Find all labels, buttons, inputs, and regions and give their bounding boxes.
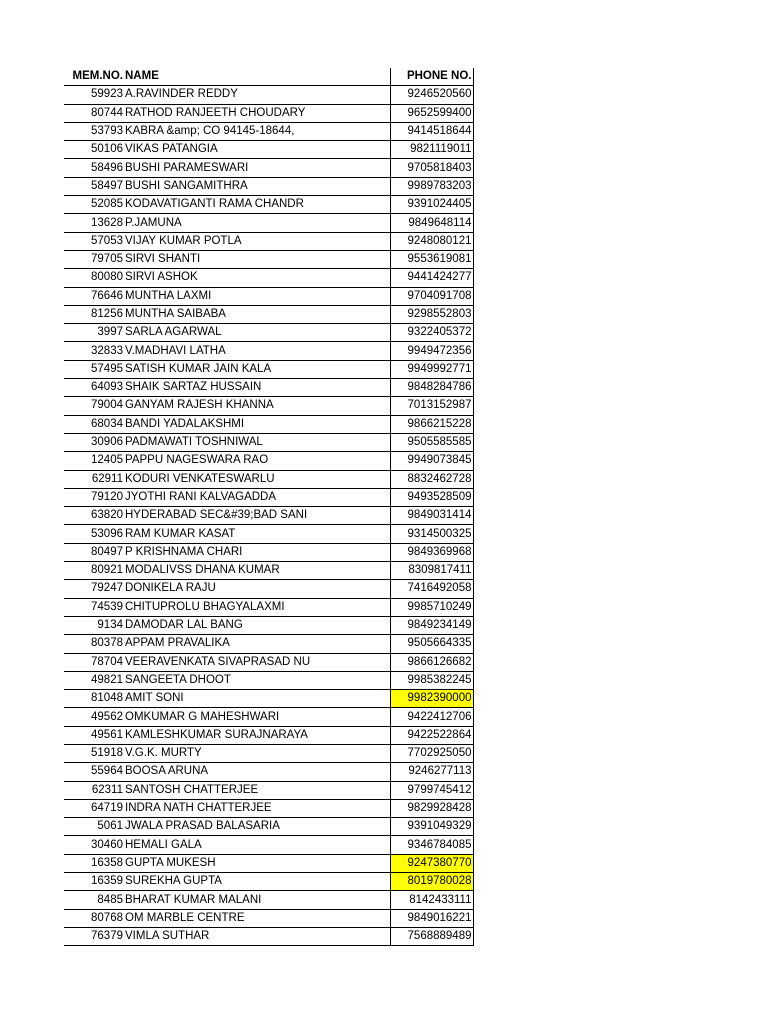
mem-no-cell[interactable]: 64719 — [64, 799, 124, 817]
name-cell[interactable]: KAMLESHKUMAR SURAJNARAYA — [124, 726, 390, 744]
phone-cell[interactable]: 9949073845 — [390, 452, 473, 470]
phone-cell[interactable]: 9298552803 — [390, 305, 473, 323]
table-row[interactable] — [64, 854, 473, 872]
table-row[interactable] — [64, 525, 473, 543]
phone-cell[interactable]: 9849648114 — [390, 214, 473, 232]
table-row[interactable] — [64, 250, 473, 268]
mem-no-cell[interactable]: 76646 — [64, 287, 124, 305]
name-cell[interactable]: MODALIVSS DHANA KUMAR — [124, 562, 390, 580]
mem-no-cell[interactable]: 30460 — [64, 836, 124, 854]
table-row[interactable] — [64, 927, 473, 945]
phone-cell[interactable]: 8832462728 — [390, 470, 473, 488]
phone-cell[interactable]: 9391024405 — [390, 196, 473, 214]
phone-cell[interactable]: 7568889489 — [390, 927, 473, 945]
table-row[interactable] — [64, 690, 473, 708]
mem-no-cell[interactable]: 59923 — [64, 86, 124, 104]
phone-cell[interactable]: 9849016221 — [390, 909, 473, 927]
table-row[interactable] — [64, 836, 473, 854]
phone-cell[interactable]: 9866215228 — [390, 415, 473, 433]
phone-cell[interactable]: 9849369968 — [390, 543, 473, 561]
mem-no-header: MEM.NO. — [64, 68, 124, 86]
name-cell[interactable]: JYOTHI RANI KALVAGADDA — [124, 488, 390, 506]
name-cell[interactable]: GANYAM RAJESH KHANNA — [124, 397, 390, 415]
name-cell[interactable]: P.JAMUNA — [124, 214, 390, 232]
name-cell[interactable]: RATHOD RANJEETH CHOUDARY — [124, 104, 390, 122]
table-row[interactable] — [64, 214, 473, 232]
phone-cell[interactable]: 8309817411 — [390, 562, 473, 580]
phone-cell[interactable]: 9652599400 — [390, 104, 473, 122]
mem-no-cell[interactable]: 81048 — [64, 690, 124, 708]
mem-no-cell[interactable]: 16359 — [64, 873, 124, 891]
name-cell[interactable]: DONIKELA RAJU — [124, 580, 390, 598]
name-cell[interactable]: VIMLA SUTHAR — [124, 927, 390, 945]
name-cell[interactable]: VEERAVENKATA SIVAPRASAD NU — [124, 653, 390, 671]
table-row[interactable] — [64, 415, 473, 433]
table-row[interactable] — [64, 763, 473, 781]
phone-cell[interactable]: 9346784085 — [390, 836, 473, 854]
phone-cell[interactable]: 9493528509 — [390, 488, 473, 506]
mem-no-cell[interactable]: 49821 — [64, 671, 124, 689]
phone-cell[interactable]: 9982390000 — [390, 690, 473, 708]
phone-cell[interactable]: 9799745412 — [390, 781, 473, 799]
mem-no-cell[interactable]: 80744 — [64, 104, 124, 122]
table-body — [64, 86, 473, 946]
phone-cell[interactable]: 9441424277 — [390, 269, 473, 287]
table-row[interactable] — [64, 397, 473, 415]
name-cell[interactable]: CHITUPROLU BHAGYALAXMI — [124, 598, 390, 616]
table-row[interactable] — [64, 196, 473, 214]
table-row[interactable] — [64, 452, 473, 470]
name-cell[interactable]: PAPPU NAGESWARA RAO — [124, 452, 390, 470]
phone-cell[interactable]: 9848284786 — [390, 379, 473, 397]
mem-no-cell[interactable]: 74539 — [64, 598, 124, 616]
name-cell[interactable]: MUNTHA LAXMI — [124, 287, 390, 305]
name-cell[interactable]: OMKUMAR G MAHESHWARI — [124, 708, 390, 726]
mem-no-cell[interactable]: 78704 — [64, 653, 124, 671]
mem-no-cell[interactable]: 80497 — [64, 543, 124, 561]
table-row[interactable] — [64, 635, 473, 653]
name-cell[interactable]: GUPTA MUKESH — [124, 854, 390, 872]
phone-cell[interactable]: 9246277113 — [390, 763, 473, 781]
phone-cell[interactable]: 9505664335 — [390, 635, 473, 653]
table-row[interactable] — [64, 708, 473, 726]
phone-cell[interactable]: 9866126682 — [390, 653, 473, 671]
table-row[interactable] — [64, 177, 473, 195]
table-row[interactable] — [64, 562, 473, 580]
table-row[interactable] — [64, 122, 473, 140]
phone-cell[interactable]: 9985382245 — [390, 671, 473, 689]
name-cell[interactable]: KODAVATIGANTI RAMA CHANDR — [124, 196, 390, 214]
name-cell[interactable]: BUSHI PARAMESWARI — [124, 159, 390, 177]
phone-cell[interactable]: 9849031414 — [390, 507, 473, 525]
mem-no-cell[interactable]: 57495 — [64, 360, 124, 378]
table-row[interactable] — [64, 159, 473, 177]
name-cell[interactable]: BHARAT KUMAR MALANI — [124, 891, 390, 909]
table-row[interactable] — [64, 909, 473, 927]
name-cell[interactable]: BOOSA ARUNA — [124, 763, 390, 781]
name-cell[interactable]: PADMAWATI TOSHNIWAL — [124, 433, 390, 451]
name-header: NAME — [124, 68, 390, 86]
table-row[interactable] — [64, 488, 473, 506]
phone-cell[interactable]: 9985710249 — [390, 598, 473, 616]
header-row — [64, 68, 473, 86]
mem-no-cell[interactable]: 79004 — [64, 397, 124, 415]
phone-cell[interactable]: 7013152987 — [390, 397, 473, 415]
name-cell[interactable]: HYDERABAD SEC&#39;BAD SANI — [124, 507, 390, 525]
mem-no-cell[interactable]: 8485 — [64, 891, 124, 909]
mem-no-cell[interactable]: 9134 — [64, 616, 124, 634]
name-cell[interactable]: SATISH KUMAR JAIN KALA — [124, 360, 390, 378]
name-cell[interactable]: P KRISHNAMA CHARI — [124, 543, 390, 561]
name-cell[interactable]: BUSHI SANGAMITHRA — [124, 177, 390, 195]
table-row[interactable] — [64, 324, 473, 342]
name-cell[interactable]: OM MARBLE CENTRE — [124, 909, 390, 927]
mem-no-cell[interactable]: 79247 — [64, 580, 124, 598]
table-row[interactable] — [64, 781, 473, 799]
name-cell[interactable]: AMIT SONI — [124, 690, 390, 708]
name-cell[interactable]: KODURI VENKATESWARLU — [124, 470, 390, 488]
table-row[interactable] — [64, 379, 473, 397]
name-cell[interactable]: SIRVI SHANTI — [124, 250, 390, 268]
name-cell[interactable]: A.RAVINDER REDDY — [124, 86, 390, 104]
mem-no-cell[interactable]: 50106 — [64, 141, 124, 159]
phone-cell[interactable]: 9989783203 — [390, 177, 473, 195]
table-row[interactable] — [64, 891, 473, 909]
mem-no-cell[interactable]: 80768 — [64, 909, 124, 927]
table-row[interactable] — [64, 287, 473, 305]
name-cell[interactable]: MUNTHA SAIBABA — [124, 305, 390, 323]
table-row[interactable] — [64, 726, 473, 744]
phone-cell[interactable]: 9322405372 — [390, 324, 473, 342]
mem-no-cell[interactable]: 51918 — [64, 744, 124, 762]
table-row[interactable] — [64, 671, 473, 689]
name-cell[interactable]: DAMODAR LAL BANG — [124, 616, 390, 634]
name-cell[interactable]: SHAIK SARTAZ HUSSAIN — [124, 379, 390, 397]
mem-no-cell[interactable]: 49561 — [64, 726, 124, 744]
mem-no-cell[interactable]: 53793 — [64, 122, 124, 140]
name-cell[interactable]: V.G.K. MURTY — [124, 744, 390, 762]
phone-cell[interactable]: 9314500325 — [390, 525, 473, 543]
phone-cell[interactable]: 9246520560 — [390, 86, 473, 104]
name-cell[interactable]: SIRVI ASHOK — [124, 269, 390, 287]
phone-cell[interactable]: 8019780028 — [390, 873, 473, 891]
table-row[interactable] — [64, 580, 473, 598]
table-row[interactable] — [64, 470, 473, 488]
phone-cell[interactable]: 9821119011 — [390, 141, 473, 159]
phone-cell[interactable]: 9248080121 — [390, 232, 473, 250]
mem-no-cell[interactable]: 3997 — [64, 324, 124, 342]
mem-no-cell[interactable]: 55964 — [64, 763, 124, 781]
mem-no-cell[interactable]: 80921 — [64, 562, 124, 580]
mem-no-cell[interactable]: 16358 — [64, 854, 124, 872]
mem-no-cell[interactable]: 79705 — [64, 250, 124, 268]
phone-cell[interactable]: 8142433111 — [390, 891, 473, 909]
mem-no-cell[interactable]: 76379 — [64, 927, 124, 945]
phone-cell[interactable]: 9704091708 — [390, 287, 473, 305]
phone-cell[interactable]: 9422412706 — [390, 708, 473, 726]
phone-cell[interactable]: 7702925050 — [390, 744, 473, 762]
member-phone-table — [64, 68, 474, 946]
mem-no-cell[interactable]: 68034 — [64, 415, 124, 433]
name-cell[interactable]: SANTOSH CHATTERJEE — [124, 781, 390, 799]
table-row[interactable] — [64, 653, 473, 671]
table-row[interactable] — [64, 86, 473, 104]
name-cell[interactable]: APPAM PRAVALIKA — [124, 635, 390, 653]
phone-cell[interactable]: 9829928428 — [390, 799, 473, 817]
mem-no-cell[interactable]: 57053 — [64, 232, 124, 250]
mem-no-cell[interactable]: 58497 — [64, 177, 124, 195]
table-row[interactable] — [64, 543, 473, 561]
mem-no-cell[interactable]: 62911 — [64, 470, 124, 488]
mem-no-cell[interactable]: 32833 — [64, 342, 124, 360]
table-row[interactable] — [64, 507, 473, 525]
phone-cell[interactable]: 9705818403 — [390, 159, 473, 177]
mem-no-cell[interactable]: 13628 — [64, 214, 124, 232]
mem-no-cell[interactable]: 52085 — [64, 196, 124, 214]
phone-cell[interactable]: 9949992771 — [390, 360, 473, 378]
table-row[interactable] — [64, 269, 473, 287]
table-row[interactable] — [64, 616, 473, 634]
table-row[interactable] — [64, 873, 473, 891]
name-cell[interactable]: BANDI YADALAKSHMI — [124, 415, 390, 433]
mem-no-cell[interactable]: 58496 — [64, 159, 124, 177]
name-cell[interactable]: KABRA &amp; CO 94145-18644, — [124, 122, 390, 140]
mem-no-cell[interactable]: 49562 — [64, 708, 124, 726]
name-cell[interactable]: HEMALI GALA — [124, 836, 390, 854]
phone-cell[interactable]: 9949472356 — [390, 342, 473, 360]
name-cell[interactable]: VIJAY KUMAR POTLA — [124, 232, 390, 250]
phone-cell[interactable]: 9391049329 — [390, 818, 473, 836]
table-row[interactable] — [64, 433, 473, 451]
phone-cell[interactable]: 9247380770 — [390, 854, 473, 872]
table-row[interactable] — [64, 104, 473, 122]
table-row[interactable] — [64, 232, 473, 250]
mem-no-cell[interactable]: 80378 — [64, 635, 124, 653]
mem-no-cell[interactable]: 5061 — [64, 818, 124, 836]
mem-no-cell[interactable]: 81256 — [64, 305, 124, 323]
mem-no-cell[interactable]: 12405 — [64, 452, 124, 470]
mem-no-cell[interactable]: 62311 — [64, 781, 124, 799]
table-row[interactable] — [64, 141, 473, 159]
phone-cell[interactable]: 9422522864 — [390, 726, 473, 744]
mem-no-cell[interactable]: 63820 — [64, 507, 124, 525]
mem-no-cell[interactable]: 53096 — [64, 525, 124, 543]
mem-no-cell[interactable]: 80080 — [64, 269, 124, 287]
table-row[interactable] — [64, 342, 473, 360]
phone-cell[interactable]: 7416492058 — [390, 580, 473, 598]
table-row[interactable] — [64, 598, 473, 616]
phone-cell[interactable]: 9553619081 — [390, 250, 473, 268]
phone-no-header: PHONE NO. — [390, 68, 473, 86]
mem-no-cell[interactable]: 30906 — [64, 433, 124, 451]
name-cell[interactable]: SUREKHA GUPTA — [124, 873, 390, 891]
phone-cell[interactable]: 9849234149 — [390, 616, 473, 634]
name-cell[interactable]: VIKAS PATANGIA — [124, 141, 390, 159]
table-row[interactable] — [64, 818, 473, 836]
name-cell[interactable]: V.MADHAVI LATHA — [124, 342, 390, 360]
name-cell[interactable]: SARLA AGARWAL — [124, 324, 390, 342]
mem-no-cell[interactable]: 79120 — [64, 488, 124, 506]
mem-no-cell[interactable]: 64093 — [64, 379, 124, 397]
table-row[interactable] — [64, 744, 473, 762]
phone-cell[interactable]: 9414518644 — [390, 122, 473, 140]
table-row[interactable] — [64, 360, 473, 378]
name-cell[interactable]: RAM KUMAR KASAT — [124, 525, 390, 543]
table-row[interactable] — [64, 799, 473, 817]
name-cell[interactable]: SANGEETA DHOOT — [124, 671, 390, 689]
phone-cell[interactable]: 9505585585 — [390, 433, 473, 451]
name-cell[interactable]: INDRA NATH CHATTERJEE — [124, 799, 390, 817]
table-row[interactable] — [64, 305, 473, 323]
name-cell[interactable]: JWALA PRASAD BALASARIA — [124, 818, 390, 836]
